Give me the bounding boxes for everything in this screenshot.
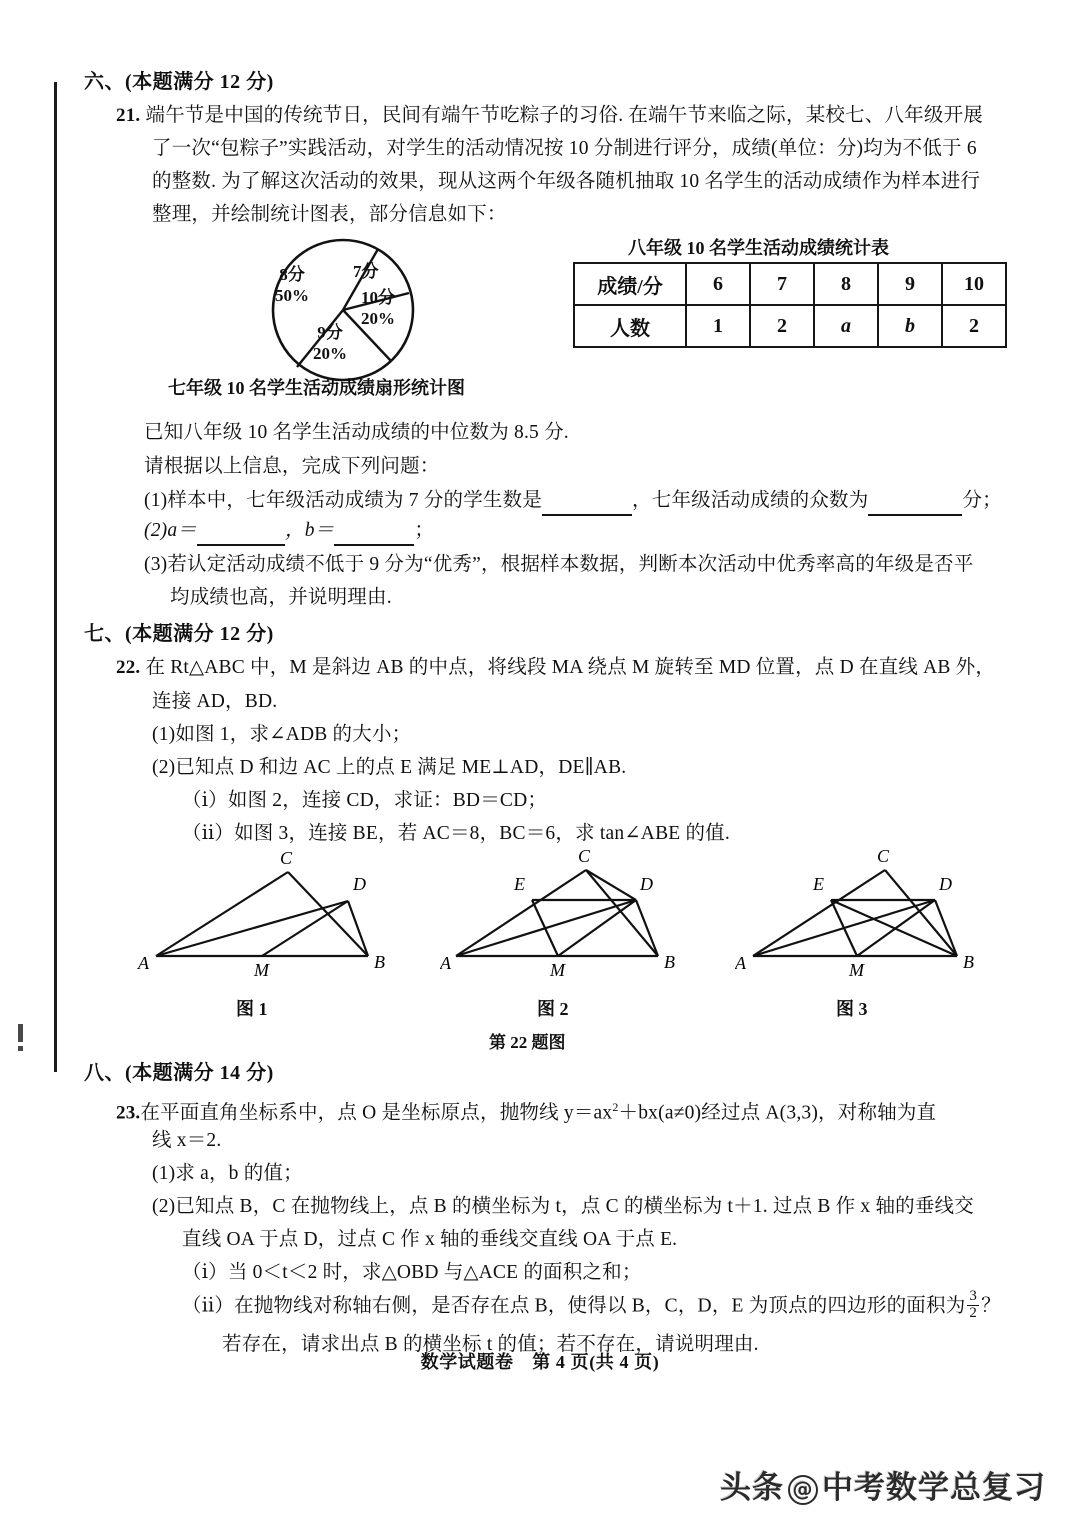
question-21-number: 21. <box>116 105 141 126</box>
fig3-label-D: D <box>939 874 952 894</box>
score-cell-3: 9 <box>878 263 942 305</box>
fig2-label-B: B <box>664 952 675 972</box>
question-21-sub-1 <box>144 486 1002 516</box>
figure-group-caption: 第 22 题图 <box>489 1033 566 1052</box>
fig1-label-D: D <box>353 874 366 894</box>
count-cell-1: 2 <box>750 305 814 347</box>
count-cell-3: b <box>878 305 942 347</box>
fig1-label-A: A <box>138 953 149 973</box>
question-21-line-3: 的整数. 为了解这次活动的效果，现从这两个年级各随机抽取 10 名学生的活动成绩作为样本进行 <box>152 171 981 192</box>
question-22-line-5: （ⅰ）如图 2，连接 CD，求证：BD＝CD； <box>182 790 548 811</box>
question-23-line-7 <box>182 1288 1001 1324</box>
fig2-segment-EM <box>532 900 558 956</box>
count-cell-0: 1 <box>686 305 750 347</box>
figure-1 <box>136 844 426 984</box>
watermark-handle: 中考数学总复习 <box>822 1470 1046 1506</box>
answer-blank-1[interactable] <box>542 514 632 516</box>
figure-3-svg <box>735 844 1020 979</box>
answer-blank-3[interactable] <box>197 544 285 546</box>
score-cell-4: 10 <box>942 263 1006 305</box>
fig1-segment-AD <box>156 901 348 956</box>
fig2-segment-MD <box>558 900 636 956</box>
fig1-segment-AC <box>156 872 288 956</box>
question-22-line-1: 在 Rt△ABC 中，M 是斜边 AB 的中点，将线段 MA 绕点 M 旋转至 MD 位置，点 D 在直线 AB 外， <box>145 657 996 678</box>
pie-label-8fen: 8分 50% <box>275 265 309 305</box>
question-22-number: 22. <box>116 657 141 678</box>
figure-2-svg <box>440 844 720 979</box>
question-21-sub-1-part-b: ，七年级活动成绩的众数为 <box>632 490 869 511</box>
question-21-prompt-line: 请根据以上信息，完成下列问题： <box>144 456 440 477</box>
section-heading-six: 六、(本题满分 12 分) <box>84 71 274 93</box>
pie-label-10fen: 10分 20% <box>361 288 395 328</box>
left-margin-rule <box>54 82 57 1072</box>
row-header-score: 成绩/分 <box>574 263 686 305</box>
margin-tick-mark <box>18 1024 23 1042</box>
fig3-label-M: M <box>849 960 864 979</box>
question-23-line-1a: 在平面直角坐标系中，点 O 是坐标原点，抛物线 y＝ax <box>140 1102 613 1124</box>
at-icon: @ <box>788 1475 818 1505</box>
fig3-label-A: A <box>735 953 746 973</box>
fig1-segment-DB <box>348 901 368 956</box>
figure-3-caption: 图 3 <box>836 999 868 1019</box>
fig1-label-M: M <box>254 960 269 979</box>
question-21-median-line: 已知八年级 10 名学生活动成绩的中位数为 8.5 分. <box>144 422 569 443</box>
answer-blank-2[interactable] <box>868 514 962 516</box>
question-22-line-2: 连接 AD，BD. <box>152 691 278 712</box>
question-22-line-3: (1)如图 1，求∠ADB 的大小； <box>152 724 412 745</box>
question-21-line-1: 端午节是中国的传统节日，民间有端午节吃粽子的习俗. 在端午节来临之际，某校七、八年级开展 <box>145 105 983 126</box>
grade8-stats-table <box>573 262 1007 348</box>
stats-table-title: 八年级 10 名学生活动成绩统计表 <box>628 238 889 258</box>
question-21-sub-3-line-1: (3)若认定活动成绩不低于 9 分为“优秀”，根据样本数据，判断本次活动中优秀率高的年级是否平 <box>144 554 974 575</box>
question-23-line-4: (2)已知点 B，C 在抛物线上，点 B 的横坐标为 t，点 C 的横坐标为 t＋1. 过点 B 作 x 轴的垂线交 <box>152 1196 974 1217</box>
table-row-scores <box>574 263 1006 305</box>
question-21-number-line <box>116 101 983 131</box>
page-footer: 数学试题卷 第 4 页(共 4 页) <box>420 1352 660 1372</box>
table-row-counts <box>574 305 1006 347</box>
question-21-sub-2-part-a: (2)a＝ <box>144 520 197 541</box>
question-23-number: 23. <box>116 1102 141 1124</box>
question-22-number-line <box>116 653 995 683</box>
row-header-count: 人数 <box>574 305 686 347</box>
fig2-segment-DB <box>636 900 658 956</box>
fig3-label-C: C <box>877 846 890 866</box>
figure-3 <box>735 844 1020 984</box>
figure-1-svg <box>136 844 426 979</box>
question-23-line-6: （ⅰ）当 0＜t＜2 时，求△OBD 与△ACE 的面积之和； <box>182 1262 642 1283</box>
fig2-label-D: D <box>640 874 653 894</box>
question-23-line-1b: ＋bx(a≠0)经过点 A(3,3)，对称轴为直 <box>618 1102 937 1124</box>
fig3-label-E: E <box>813 874 824 894</box>
count-cell-2: a <box>814 305 878 347</box>
question-21-sub-2-part-b: ，b＝ <box>285 520 335 541</box>
question-21-sub-1-part-c: 分； <box>962 490 1002 511</box>
answer-blank-4[interactable] <box>334 544 414 546</box>
question-22-line-4: (2)已知点 D 和边 AC 上的点 E 满足 ME⊥AD，DE∥AB. <box>152 757 627 778</box>
question-23-line-2: 线 x＝2. <box>152 1130 222 1151</box>
pie-chart-caption: 七年级 10 名学生活动成绩扇形统计图 <box>168 378 465 398</box>
question-23-exponent: 2 <box>612 1100 619 1114</box>
fig1-label-C: C <box>280 848 293 868</box>
question-23-line-7b: ？ <box>981 1295 1001 1317</box>
question-23-line-8: 若存在，请求出点 B 的横坐标 t 的值；若不存在，请说明理由. <box>222 1334 759 1355</box>
area-fraction: $\frac{3}{2}$ <box>969 1288 978 1321</box>
score-cell-0: 6 <box>686 263 750 305</box>
score-cell-2: 8 <box>814 263 878 305</box>
pie-chart <box>265 236 425 386</box>
question-21-line-2: 了一次“包粽子”实践活动，对学生的活动情况按 10 分制进行评分，成绩(单位：分)均为不低于 6 <box>152 138 977 159</box>
fig1-segment-MD <box>262 901 348 956</box>
question-21-sub-2-part-c: ； <box>414 520 435 541</box>
section-heading-eight: 八、(本题满分 14 分) <box>84 1062 274 1084</box>
fig2-segment-CD <box>586 870 636 900</box>
question-21-sub-3-line-2: 均成绩也高，并说明理由. <box>170 587 392 608</box>
watermark-prefix: 头条 <box>720 1470 784 1506</box>
figure-2 <box>440 844 720 984</box>
question-21-sub-1-part-a: (1)样本中，七年级活动成绩为 7 分的学生数是 <box>144 490 543 511</box>
fig2-label-C: C <box>578 846 591 866</box>
fig1-label-B: B <box>374 952 385 972</box>
score-cell-1: 7 <box>750 263 814 305</box>
fig2-label-A: A <box>440 953 451 973</box>
fig3-segment-EM <box>831 900 857 956</box>
pie-label-9fen: 9分 20% <box>313 323 347 363</box>
question-23-line-7a: （ⅱ）在抛物线对称轴右侧，是否存在点 B，使得以 B，C，D，E 为顶点的四边形的面积为 <box>182 1295 966 1317</box>
section-heading-seven: 七、(本题满分 12 分) <box>84 623 274 645</box>
count-cell-4: 2 <box>942 305 1006 347</box>
figure-2-caption: 图 2 <box>537 999 569 1019</box>
fig3-label-B: B <box>963 952 974 972</box>
fig2-label-E: E <box>514 874 525 894</box>
pie-label-7fen: 7分 <box>353 262 379 281</box>
question-21-line-4: 整理，并绘制统计图表，部分信息如下： <box>152 204 507 225</box>
question-23-number-line <box>116 1092 936 1129</box>
question-23-line-3: (1)求 a，b 的值； <box>152 1163 303 1184</box>
question-22-line-6: （ⅱ）如图 3，连接 BE，若 AC＝8，BC＝6，求 tan∠ABE 的值. <box>182 823 730 844</box>
question-23-line-5: 直线 OA 于点 D，过点 C 作 x 轴的垂线交直线 OA 于点 E. <box>182 1229 678 1250</box>
watermark <box>720 1462 1046 1507</box>
figure-1-caption: 图 1 <box>236 999 268 1019</box>
fig2-label-M: M <box>550 960 565 979</box>
question-21-sub-2 <box>144 516 434 546</box>
